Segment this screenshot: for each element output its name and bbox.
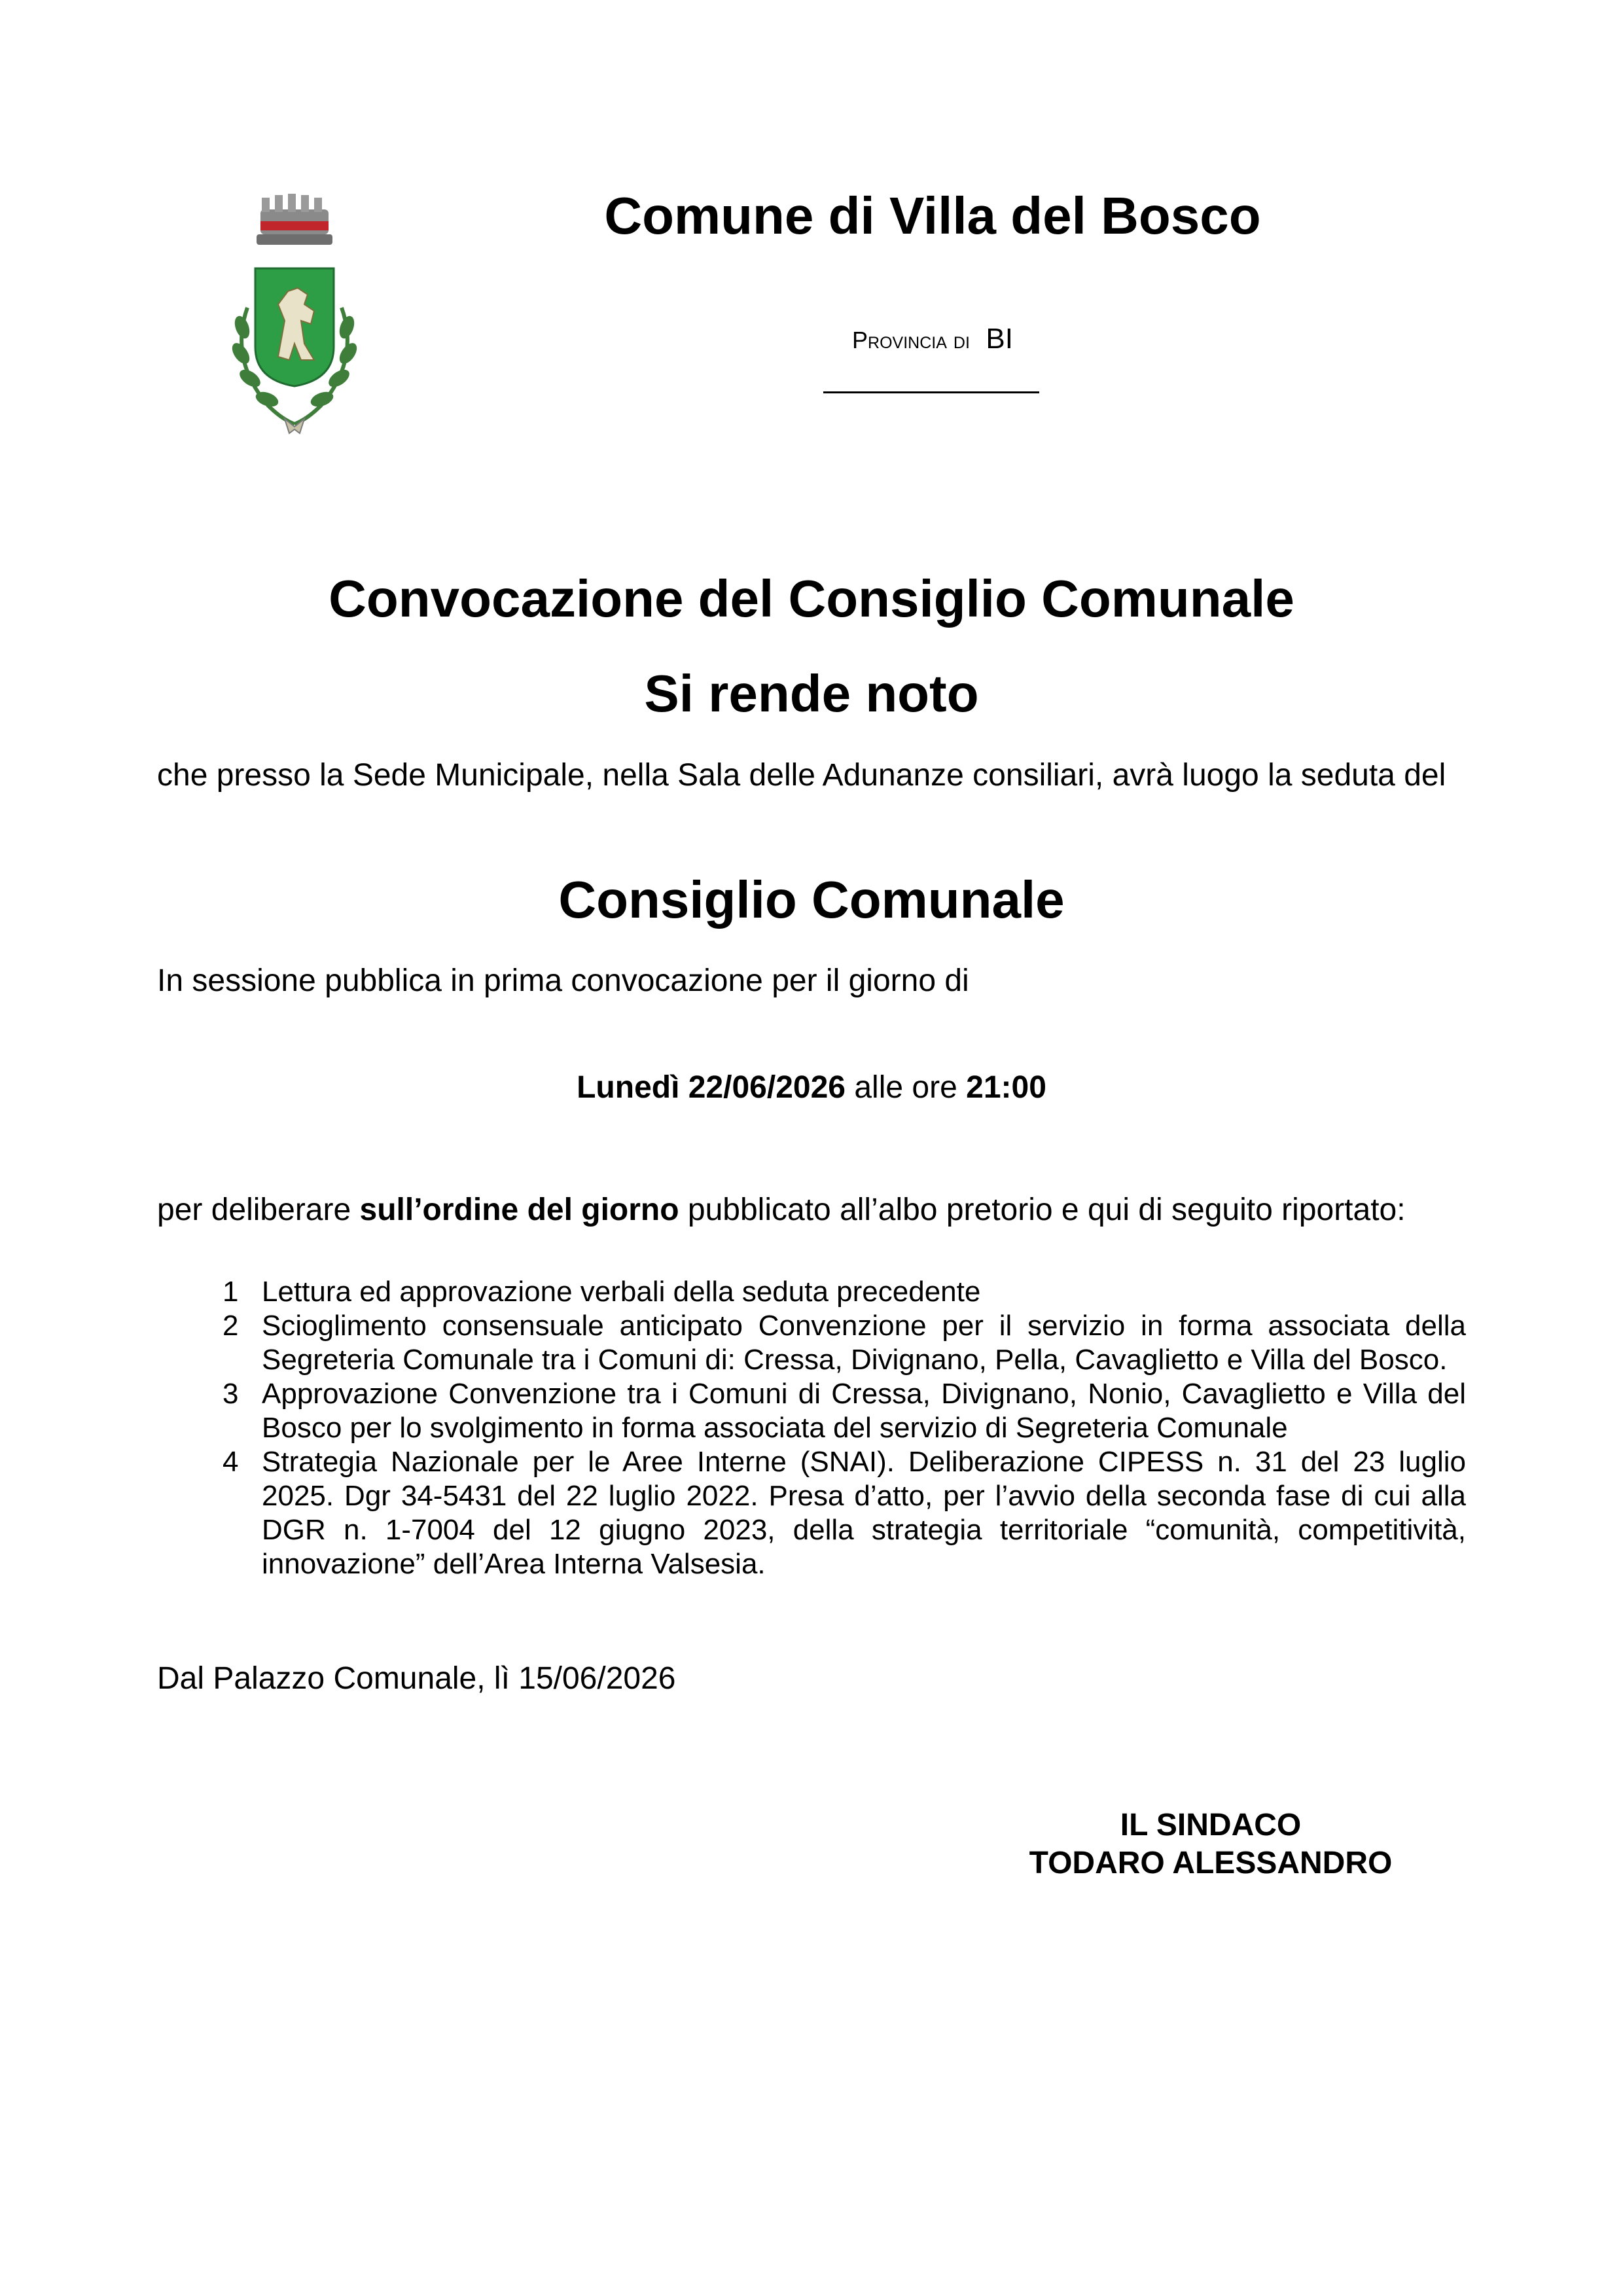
signer-name: TODARO ALESSANDRO <box>1029 1846 1393 1880</box>
province-label: Provincia di <box>852 327 970 353</box>
agenda-list <box>216 1275 1466 1581</box>
council-heading: Consiglio Comunale <box>558 870 1065 929</box>
meeting-date: Lunedì 22/06/2026 <box>577 1070 846 1105</box>
agenda-reference: sull’ordine del giorno <box>359 1193 679 1227</box>
time-connector: alle ore <box>854 1070 957 1105</box>
agenda-text: Strategia Nazionale per le Aree Interne (SNAI). Deliberazione CIPESS n. 31 del 23 luglio 2025. Dgr 34-5431 del 22 luglio 2022. Presa d’atto, per l’avvio della seconda fase di cui alla DGR n. 1-7004 del 12 giugno 2023, della strategia territoriale “comunità, competitività, innovazione” dell’Area Interna Valsesia. <box>262 1446 1466 1580</box>
agenda-number: 1 <box>223 1276 239 1308</box>
header-divider <box>823 391 1039 393</box>
agenda-number: 4 <box>223 1446 239 1478</box>
province-code: BI <box>986 323 1013 355</box>
announcement-heading: Si rende noto <box>644 664 979 723</box>
agenda-number: 2 <box>223 1310 239 1342</box>
list-item <box>216 1309 1466 1377</box>
list-item <box>216 1445 1466 1581</box>
list-item <box>216 1275 1466 1309</box>
notice-title: Convocazione del Consiglio Comunale <box>329 569 1294 628</box>
session-paragraph: In sessione pubblica in prima convocazione per il giorno di <box>157 963 969 998</box>
agenda-text: Scioglimento consensuale anticipato Convenzione per il servizio in forma associata della Segreteria Comunale tra i Comuni di: Cressa, Divignano, Pella, Cavaglietto e Villa del Bosco. <box>262 1310 1466 1376</box>
signer-role: IL SINDACO <box>1120 1808 1302 1842</box>
agenda-text: Approvazione Convenzione tra i Comuni di Cressa, Divignano, Nonio, Cavaglietto e Villa del Bosco per lo svolgimento in forma associata del servizio di Segreteria Comunale <box>262 1378 1466 1444</box>
deliberate-after: pubblicato all’albo pretorio e qui di seguito riportato: <box>687 1193 1406 1227</box>
meeting-datetime <box>157 1065 1466 1111</box>
deliberate-before: per deliberare <box>157 1193 351 1227</box>
intro-paragraph: che presso la Sede Municipale, nella Sala delle Adunanze consiliari, avrà luogo la seduta del <box>157 758 1446 793</box>
list-item <box>216 1377 1466 1445</box>
deliberate-paragraph <box>157 1182 1466 1238</box>
place-date: Dal Palazzo Comunale, lì 15/06/2026 <box>157 1661 676 1696</box>
meeting-time: 21:00 <box>966 1070 1046 1105</box>
coat-of-arms-icon <box>216 183 373 439</box>
signature-block <box>982 1806 1440 1882</box>
crown-icon <box>257 194 332 245</box>
province-line <box>753 321 1113 359</box>
municipality-title: Comune di Villa del Bosco <box>604 187 1261 245</box>
agenda-text: Lettura ed approvazione verbali della seduta precedente <box>262 1276 981 1308</box>
agenda-number: 3 <box>223 1378 239 1410</box>
